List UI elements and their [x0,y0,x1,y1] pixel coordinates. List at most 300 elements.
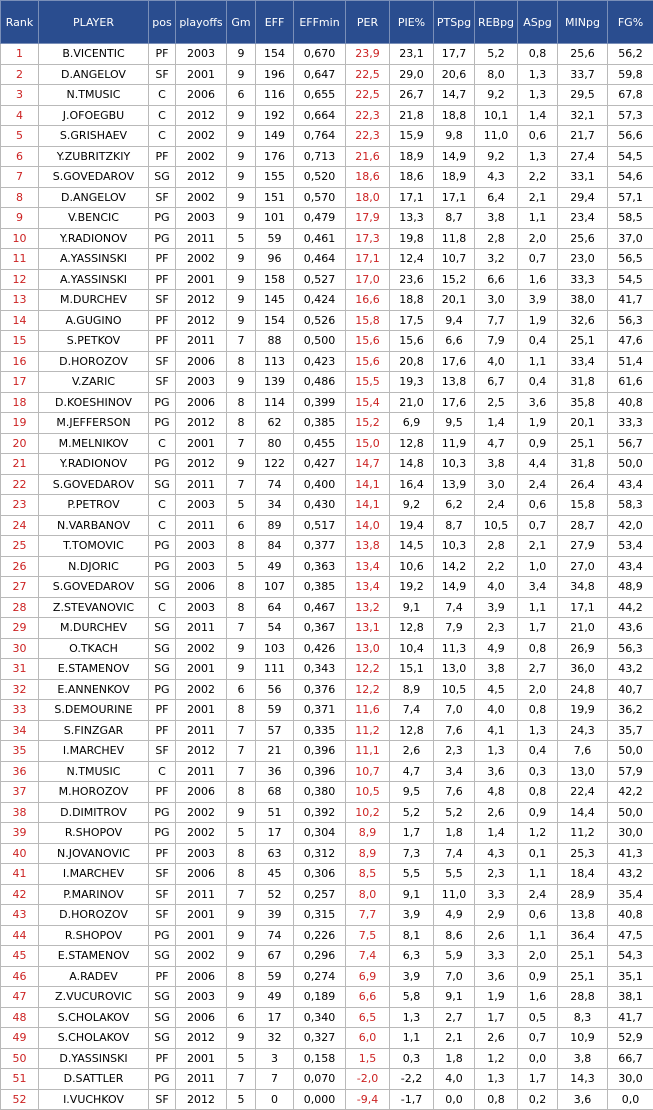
cell-gm: 7 [227,474,256,495]
cell-per: 13,2 [346,597,390,618]
cell-minpg: 14,4 [558,802,608,823]
cell-minpg: 36,4 [558,925,608,946]
cell-pos: C [149,126,176,147]
table-row [1,700,653,721]
cell-pos: SF [149,351,176,372]
table-row [1,659,653,680]
column-header-ptspg[interactable]: PTSpg [434,1,475,44]
cell-effmin: 0,363 [294,556,346,577]
cell-pie-: 5,8 [390,987,434,1008]
cell-minpg: 33,7 [558,64,608,85]
cell-effmin: 0,655 [294,85,346,106]
cell-ptspg: 14,7 [434,85,475,106]
table-row [1,741,653,762]
cell-minpg: 24,8 [558,679,608,700]
cell-minpg: 34,8 [558,577,608,598]
cell-per: 10,7 [346,761,390,782]
table-row [1,454,653,475]
table-row [1,966,653,987]
cell-gm: 5 [227,1048,256,1069]
cell-minpg: 28,9 [558,884,608,905]
cell-per: 15,6 [346,351,390,372]
cell-aspg: 1,0 [518,556,558,577]
cell-aspg: 2,2 [518,167,558,188]
cell-aspg: 2,4 [518,474,558,495]
cell-rebpg: 1,9 [475,987,518,1008]
cell-fg-: 30,0 [608,823,653,844]
cell-pos: PF [149,1048,176,1069]
cell-per: 6,9 [346,966,390,987]
cell-rank: 47 [1,987,39,1008]
cell-per: 13,4 [346,556,390,577]
cell-rank: 21 [1,454,39,475]
cell-gm: 9 [227,372,256,393]
cell-fg-: 35,4 [608,884,653,905]
cell-rebpg: 4,5 [475,679,518,700]
cell-rank: 16 [1,351,39,372]
column-header-aspg[interactable]: ASpg [518,1,558,44]
column-header-pie-[interactable]: PIE% [390,1,434,44]
cell-playoffs: 2003 [176,495,227,516]
cell-aspg: 0,4 [518,741,558,762]
cell-rebpg: 4,8 [475,782,518,803]
cell-rank: 44 [1,925,39,946]
cell-player: M.HOROZOV [39,782,149,803]
cell-player: M.MELNIKOV [39,433,149,454]
cell-fg-: 48,9 [608,577,653,598]
cell-eff: 154 [256,44,294,65]
cell-ptspg: 6,6 [434,331,475,352]
cell-rebpg: 2,8 [475,536,518,557]
cell-per: 15,4 [346,392,390,413]
cell-pie-: 2,6 [390,741,434,762]
cell-pie-: 12,8 [390,433,434,454]
table-row [1,536,653,557]
cell-rank: 14 [1,310,39,331]
table-row [1,249,653,270]
cell-player: Y.ZUBRITZKIY [39,146,149,167]
cell-eff: 196 [256,64,294,85]
cell-eff: 49 [256,556,294,577]
column-header-playoffs[interactable]: playoffs [176,1,227,44]
cell-playoffs: 2001 [176,925,227,946]
cell-aspg: 0,6 [518,126,558,147]
cell-playoffs: 2006 [176,392,227,413]
cell-per: 13,1 [346,618,390,639]
cell-player: I.MARCHEV [39,864,149,885]
cell-gm: 6 [227,1007,256,1028]
cell-effmin: 0,304 [294,823,346,844]
cell-fg-: 57,9 [608,761,653,782]
cell-rank: 3 [1,85,39,106]
cell-per: 12,2 [346,659,390,680]
cell-gm: 8 [227,351,256,372]
cell-fg-: 54,5 [608,269,653,290]
cell-fg-: 57,1 [608,187,653,208]
table-row [1,208,653,229]
cell-rank: 31 [1,659,39,680]
cell-eff: 74 [256,474,294,495]
cell-pie-: 20,8 [390,351,434,372]
cell-aspg: 3,6 [518,392,558,413]
column-header-eff[interactable]: EFF [256,1,294,44]
table-row [1,638,653,659]
cell-per: 11,6 [346,700,390,721]
cell-aspg: 1,9 [518,310,558,331]
cell-gm: 9 [227,126,256,147]
cell-rank: 29 [1,618,39,639]
cell-rebpg: 4,9 [475,638,518,659]
cell-rebpg: 3,6 [475,761,518,782]
cell-minpg: 28,7 [558,515,608,536]
cell-rank: 25 [1,536,39,557]
cell-per: 13,8 [346,536,390,557]
cell-fg-: 40,7 [608,679,653,700]
column-header-rank[interactable]: Rank [1,1,39,44]
cell-aspg: 0,9 [518,966,558,987]
cell-effmin: 0,392 [294,802,346,823]
cell-gm: 9 [227,146,256,167]
cell-aspg: 2,4 [518,884,558,905]
cell-eff: 107 [256,577,294,598]
cell-effmin: 0,430 [294,495,346,516]
cell-aspg: 0,2 [518,1089,558,1110]
cell-ptspg: 1,8 [434,1048,475,1069]
cell-player: N.TMUSIC [39,761,149,782]
cell-aspg: 3,9 [518,290,558,311]
cell-effmin: 0,257 [294,884,346,905]
cell-pie-: -2,2 [390,1069,434,1090]
cell-pos: PG [149,679,176,700]
cell-fg-: 54,6 [608,167,653,188]
cell-eff: 56 [256,679,294,700]
cell-minpg: 27,9 [558,536,608,557]
cell-pie-: 12,8 [390,720,434,741]
cell-gm: 9 [227,905,256,926]
cell-ptspg: 14,2 [434,556,475,577]
cell-per: 11,2 [346,720,390,741]
cell-pie-: 18,8 [390,290,434,311]
cell-pos: C [149,433,176,454]
cell-per: 21,6 [346,146,390,167]
cell-playoffs: 2003 [176,372,227,393]
table-row [1,946,653,967]
cell-per: 6,6 [346,987,390,1008]
cell-pos: PG [149,925,176,946]
cell-pos: SG [149,1028,176,1049]
column-header-rebpg[interactable]: REBpg [475,1,518,44]
cell-playoffs: 2003 [176,536,227,557]
cell-playoffs: 2001 [176,1048,227,1069]
cell-eff: 149 [256,126,294,147]
cell-effmin: 0,527 [294,269,346,290]
cell-per: 17,0 [346,269,390,290]
cell-player: M.JEFFERSON [39,413,149,434]
cell-pie-: 26,7 [390,85,434,106]
table-row [1,105,653,126]
cell-rebpg: 9,2 [475,146,518,167]
cell-ptspg: 17,6 [434,392,475,413]
cell-pos: PF [149,44,176,65]
cell-aspg: 0,1 [518,843,558,864]
cell-playoffs: 2006 [176,1007,227,1028]
cell-pos: SF [149,372,176,393]
cell-pie-: 15,6 [390,331,434,352]
table-row [1,679,653,700]
cell-per: 14,1 [346,495,390,516]
cell-player: D.HOROZOV [39,351,149,372]
cell-gm: 6 [227,85,256,106]
table-row [1,577,653,598]
cell-gm: 5 [227,556,256,577]
cell-player: D.DIMITROV [39,802,149,823]
cell-gm: 8 [227,413,256,434]
cell-eff: 57 [256,720,294,741]
cell-minpg: 19,9 [558,700,608,721]
cell-pie-: 1,3 [390,1007,434,1028]
cell-rebpg: 10,5 [475,515,518,536]
cell-gm: 6 [227,515,256,536]
cell-minpg: 29,4 [558,187,608,208]
cell-ptspg: 1,8 [434,823,475,844]
cell-eff: 84 [256,536,294,557]
cell-fg-: 56,5 [608,249,653,270]
cell-pie-: 10,4 [390,638,434,659]
cell-aspg: 1,1 [518,925,558,946]
cell-aspg: 1,4 [518,105,558,126]
cell-fg-: 56,3 [608,638,653,659]
cell-playoffs: 2002 [176,946,227,967]
cell-pos: PG [149,802,176,823]
cell-per: 15,0 [346,433,390,454]
cell-minpg: 25,3 [558,843,608,864]
cell-gm: 9 [227,64,256,85]
column-header-minpg[interactable]: MINpg [558,1,608,44]
cell-pie-: 8,9 [390,679,434,700]
cell-rank: 13 [1,290,39,311]
cell-fg-: 67,8 [608,85,653,106]
cell-aspg: 3,4 [518,577,558,598]
cell-gm: 8 [227,864,256,885]
cell-effmin: 0,385 [294,577,346,598]
cell-effmin: 0,520 [294,167,346,188]
cell-rank: 28 [1,597,39,618]
cell-aspg: 0,5 [518,1007,558,1028]
cell-pos: PG [149,1069,176,1090]
cell-effmin: 0,327 [294,1028,346,1049]
cell-rank: 11 [1,249,39,270]
cell-player: I.VUCHKOV [39,1089,149,1110]
cell-ptspg: 2,3 [434,741,475,762]
cell-rank: 52 [1,1089,39,1110]
cell-minpg: 33,1 [558,167,608,188]
cell-gm: 7 [227,741,256,762]
table-row [1,987,653,1008]
cell-pos: SF [149,741,176,762]
cell-player: N.TMUSIC [39,85,149,106]
table-body [1,44,653,1110]
cell-effmin: 0,427 [294,454,346,475]
cell-fg-: 51,4 [608,351,653,372]
cell-aspg: 0,4 [518,331,558,352]
cell-gm: 8 [227,700,256,721]
cell-rebpg: 1,3 [475,1069,518,1090]
cell-rebpg: 4,0 [475,351,518,372]
cell-pos: SG [149,577,176,598]
cell-fg-: 33,3 [608,413,653,434]
cell-effmin: 0,423 [294,351,346,372]
cell-effmin: 0,486 [294,372,346,393]
column-header-player[interactable]: PLAYER [39,1,149,44]
cell-per: -2,0 [346,1069,390,1090]
cell-rank: 35 [1,741,39,762]
cell-per: 16,6 [346,290,390,311]
table-row [1,843,653,864]
cell-eff: 21 [256,741,294,762]
cell-per: 18,0 [346,187,390,208]
cell-fg-: 35,7 [608,720,653,741]
column-header-fg-[interactable]: FG% [608,1,653,44]
cell-playoffs: 2011 [176,228,227,249]
cell-minpg: 25,6 [558,228,608,249]
cell-gm: 9 [227,167,256,188]
cell-rank: 48 [1,1007,39,1028]
cell-playoffs: 2003 [176,208,227,229]
cell-ptspg: 13,9 [434,474,475,495]
cell-player: S.CHOLAKOV [39,1028,149,1049]
table-row [1,392,653,413]
cell-aspg: 1,3 [518,85,558,106]
cell-per: 7,7 [346,905,390,926]
cell-playoffs: 2002 [176,679,227,700]
cell-eff: 62 [256,413,294,434]
cell-pos: PG [149,536,176,557]
cell-pos: PF [149,310,176,331]
column-header-gm[interactable]: Gm [227,1,256,44]
cell-pie-: 6,3 [390,946,434,967]
cell-rebpg: 3,0 [475,474,518,495]
cell-minpg: 28,8 [558,987,608,1008]
cell-rebpg: 2,6 [475,925,518,946]
cell-ptspg: 7,6 [434,720,475,741]
cell-ptspg: 13,8 [434,372,475,393]
cell-player: T.TOMOVIC [39,536,149,557]
cell-player: S.GOVEDAROV [39,474,149,495]
cell-effmin: 0,424 [294,290,346,311]
cell-rebpg: 3,8 [475,659,518,680]
cell-aspg: 1,6 [518,269,558,290]
cell-fg-: 43,4 [608,556,653,577]
cell-ptspg: 7,6 [434,782,475,803]
cell-playoffs: 2001 [176,700,227,721]
cell-fg-: 47,6 [608,331,653,352]
cell-eff: 103 [256,638,294,659]
cell-rank: 51 [1,1069,39,1090]
cell-per: 18,6 [346,167,390,188]
cell-rebpg: 4,1 [475,720,518,741]
cell-per: 17,1 [346,249,390,270]
cell-rank: 43 [1,905,39,926]
cell-pie-: 19,8 [390,228,434,249]
cell-rebpg: 7,9 [475,331,518,352]
cell-fg-: 41,7 [608,290,653,311]
cell-player: P.MARINOV [39,884,149,905]
cell-eff: 49 [256,987,294,1008]
table-row [1,1028,653,1049]
cell-fg-: 57,3 [608,105,653,126]
cell-effmin: 0,479 [294,208,346,229]
cell-per: 8,9 [346,823,390,844]
cell-minpg: 25,6 [558,44,608,65]
cell-player: D.ANGELOV [39,64,149,85]
cell-eff: 151 [256,187,294,208]
cell-eff: 45 [256,864,294,885]
cell-aspg: 2,0 [518,228,558,249]
cell-gm: 9 [227,249,256,270]
table-row [1,761,653,782]
cell-eff: 68 [256,782,294,803]
cell-playoffs: 2012 [176,413,227,434]
cell-rebpg: 4,3 [475,843,518,864]
cell-per: 15,2 [346,413,390,434]
cell-per: 17,3 [346,228,390,249]
cell-pie-: 9,5 [390,782,434,803]
cell-playoffs: 2001 [176,905,227,926]
cell-minpg: 38,0 [558,290,608,311]
cell-aspg: 2,1 [518,187,558,208]
cell-fg-: 50,0 [608,802,653,823]
cell-rebpg: 2,6 [475,1028,518,1049]
cell-pos: PG [149,823,176,844]
cell-rebpg: 2,2 [475,556,518,577]
cell-rank: 20 [1,433,39,454]
column-header-pos[interactable]: pos [149,1,176,44]
table-row [1,925,653,946]
cell-eff: 114 [256,392,294,413]
cell-playoffs: 2012 [176,1028,227,1049]
cell-player: E.STAMENOV [39,946,149,967]
column-header-effmin[interactable]: EFFmin [294,1,346,44]
cell-fg-: 54,5 [608,146,653,167]
cell-rank: 39 [1,823,39,844]
cell-player: V.ZARIC [39,372,149,393]
cell-playoffs: 2003 [176,44,227,65]
column-header-per[interactable]: PER [346,1,390,44]
cell-aspg: 0,8 [518,44,558,65]
cell-effmin: 0,367 [294,618,346,639]
cell-eff: 51 [256,802,294,823]
cell-ptspg: 18,9 [434,167,475,188]
cell-per: 13,0 [346,638,390,659]
table-row [1,782,653,803]
cell-player: I.MARCHEV [39,741,149,762]
cell-gm: 9 [227,802,256,823]
cell-gm: 9 [227,454,256,475]
cell-pie-: 15,9 [390,126,434,147]
table-row [1,474,653,495]
cell-rank: 37 [1,782,39,803]
cell-effmin: 0,306 [294,864,346,885]
cell-aspg: 0,8 [518,700,558,721]
cell-ptspg: 18,8 [434,105,475,126]
cell-gm: 9 [227,638,256,659]
cell-effmin: 0,647 [294,64,346,85]
cell-pos: PF [149,249,176,270]
cell-gm: 5 [227,228,256,249]
cell-per: 14,7 [346,454,390,475]
cell-playoffs: 2006 [176,966,227,987]
cell-fg-: 59,8 [608,64,653,85]
